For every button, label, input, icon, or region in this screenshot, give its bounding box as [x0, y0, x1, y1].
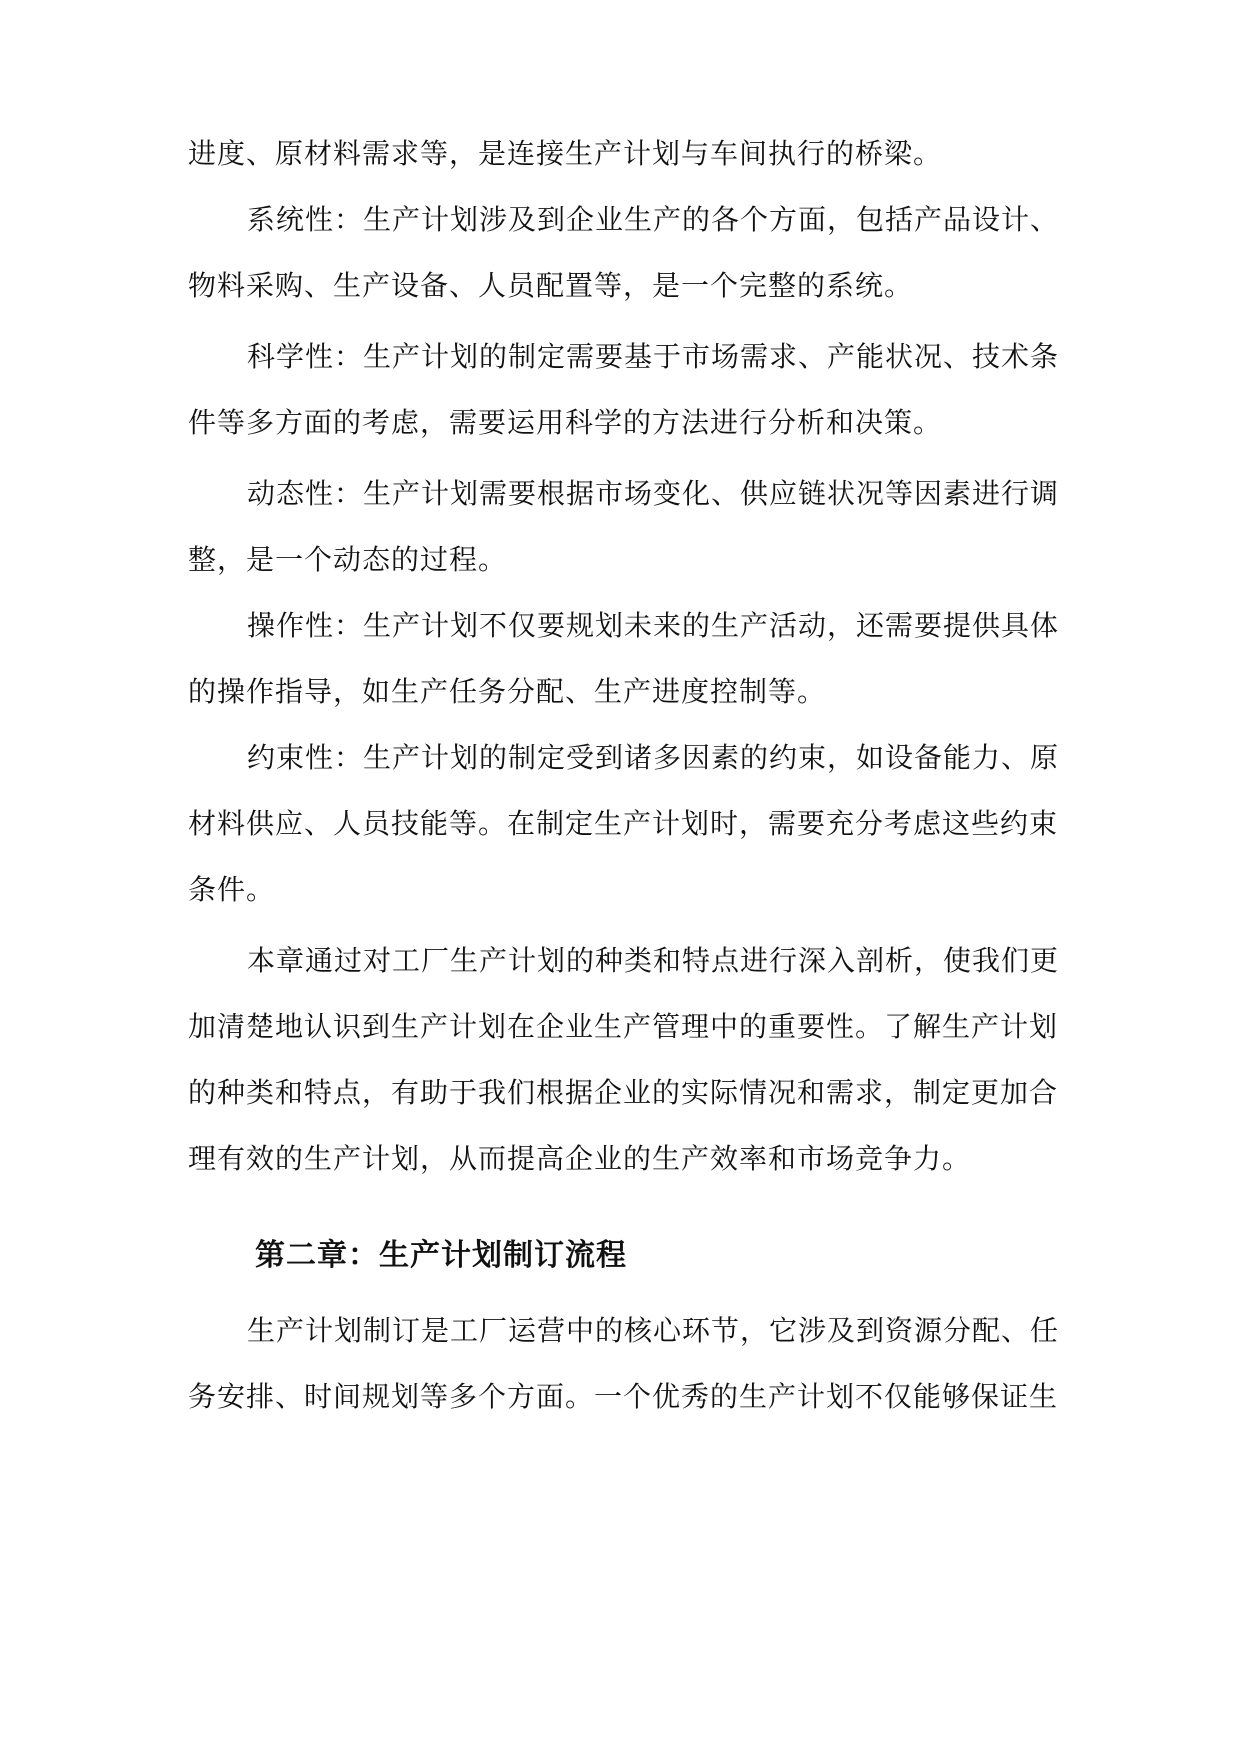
paragraph-line: 本章通过对工厂生产计划的种类和特点进行深入剖析，使我们更 — [247, 944, 1060, 977]
paragraph-line: 件等多方面的考虑，需要运用科学的方法进行分析和决策。 — [188, 406, 943, 439]
paragraph-line: 动态性：生产计划需要根据市场变化、供应链状况等因素进行调 — [247, 477, 1060, 510]
paragraph-line: 系统性：生产计划涉及到企业生产的各个方面，包括产品设计、 — [247, 203, 1060, 236]
paragraph-line: 整，是一个动态的过程。 — [188, 543, 508, 576]
paragraph-line: 材料供应、人员技能等。在制定生产计划时，需要充分考虑这些约束 — [188, 807, 1059, 840]
paragraph-line: 操作性：生产计划不仅要规划未来的生产活动，还需要提供具体 — [247, 609, 1060, 642]
paragraph-line: 加清楚地认识到生产计划在企业生产管理中的重要性。了解生产计划 — [188, 1010, 1059, 1043]
paragraph-line: 的种类和特点，有助于我们根据企业的实际情况和需求，制定更加合 — [188, 1076, 1059, 1109]
paragraph-line: 条件。 — [188, 873, 276, 906]
paragraph-line: 科学性：生产计划的制定需要基于市场需求、产能状况、技术条 — [247, 340, 1060, 373]
paragraph-line: 务安排、时间规划等多个方面。一个优秀的生产计划不仅能够保证生 — [188, 1380, 1059, 1413]
chapter-heading: 第二章：生产计划制订流程 — [255, 1238, 627, 1273]
paragraph-line: 物料采购、生产设备、人员配置等，是一个完整的系统。 — [188, 269, 914, 302]
paragraph-line: 约束性：生产计划的制定受到诸多因素的约束，如设备能力、原 — [247, 741, 1060, 774]
paragraph-line: 生产计划制订是工厂运营中的核心环节，它涉及到资源分配、任 — [247, 1314, 1060, 1347]
paragraph-line: 进度、原材料需求等，是连接生产计划与车间执行的桥梁。 — [188, 137, 943, 170]
paragraph-line: 理有效的生产计划，从而提高企业的生产效率和市场竞争力。 — [188, 1142, 972, 1175]
paragraph-line: 的操作指导，如生产任务分配、生产进度控制等。 — [188, 675, 827, 708]
